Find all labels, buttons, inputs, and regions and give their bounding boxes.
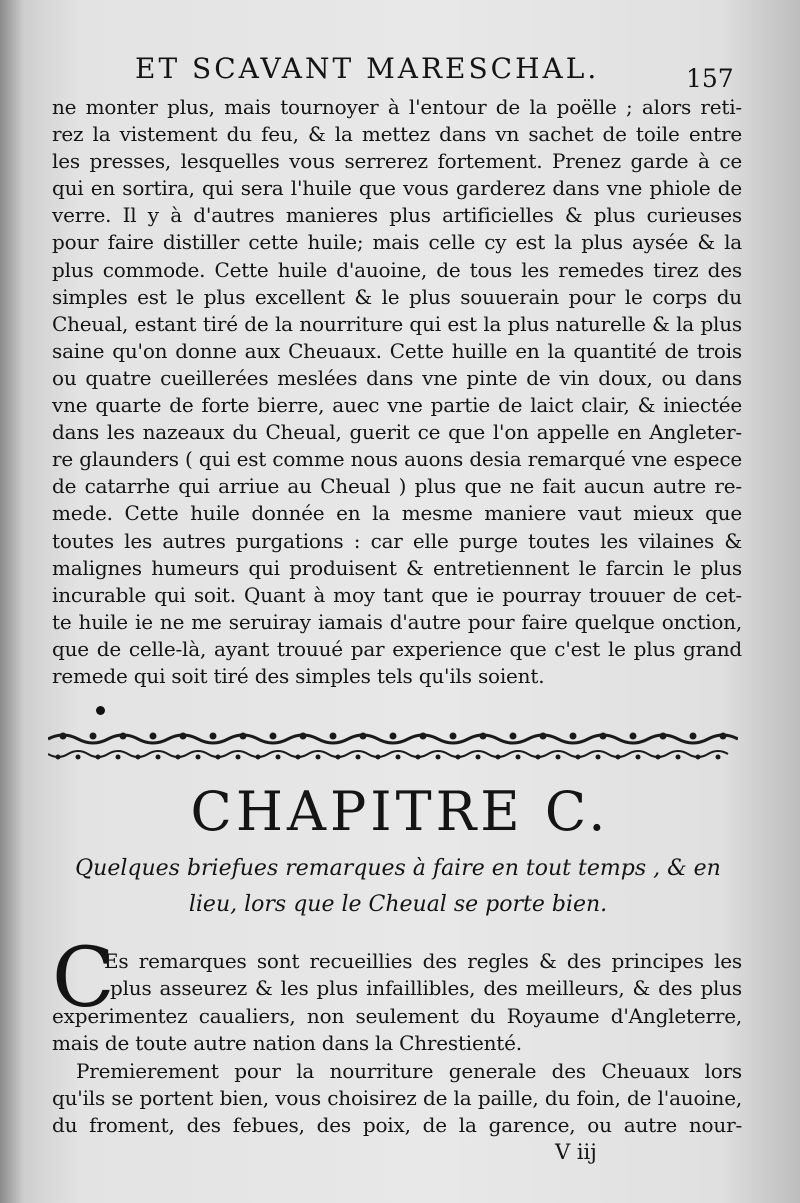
text-line: du froment, des febues, des poix, de la garence, ou autre nour- xyxy=(52,1113,742,1138)
text-line: ne monter plus, mais tournoyer à l'entour de la poëlle ; alors reti- xyxy=(52,95,742,119)
text-line: simples est le plus excellent & le plus souuerain pour le corps du xyxy=(52,284,742,309)
text-line: plus asseurez & les plus infaillibles, des meilleurs, & des plus xyxy=(110,976,742,1001)
text-line: dans les nazeaux du Cheual, guerit ce que l'on appelle en Angleter- xyxy=(52,420,742,445)
text-line: qu'ils se portent bien, vous choisirez de la paille, du foin, de l'auoine, xyxy=(52,1085,742,1110)
text-line: ou quatre cueillerées meslées dans vne pinte de vin doux, ou dans xyxy=(52,365,742,390)
chapter-subtitle-line: Quelques briefues remarques à faire en tout temps , & en xyxy=(75,856,721,881)
text-line: qui en sortira, qui sera l'huile que vous garderez dans vne phiole de xyxy=(52,176,742,201)
text-line: Es remarques sont recueillies des regles & des principes les xyxy=(104,949,742,973)
printers-ornament-band xyxy=(48,728,738,764)
signature-mark: V iij xyxy=(555,1140,597,1164)
chapter-body-text xyxy=(52,948,742,1140)
text-line: rez la vistement du feu, & la mettez dans vn sachet de toile entre xyxy=(52,122,742,147)
chapter-subtitle-line: lieu, lors que le Cheual se porte bien. xyxy=(188,892,608,917)
text-line: Premierement pour la nourriture generale des Cheuaux lors xyxy=(76,1058,742,1083)
running-head xyxy=(0,50,800,93)
text-line: mede. Cette huile donnée en la mesme maniere vaut mieux que xyxy=(52,501,742,526)
text-line: experimentez caualiers, non seulement du Royaume d'Angleterre, xyxy=(52,1003,742,1028)
text-line: vne quarte de forte bierre, auec vne partie de laict clair, & iniectée xyxy=(52,393,742,418)
text-line: mais de toute autre nation dans la Chrestienté. xyxy=(52,1031,522,1056)
text-line: incurable qui soit. Quant à moy tant que ie pourray trouuer de cet- xyxy=(52,582,742,607)
body-text xyxy=(52,94,742,690)
page-number: 157 xyxy=(686,64,734,93)
ink-dot xyxy=(96,706,105,715)
text-line: saine qu'on donne aux Cheuaux. Cette huille en la quantité de trois xyxy=(52,338,742,363)
text-line: pour faire distiller cette huile; mais celle cy est la plus aysée & la xyxy=(52,230,742,255)
text-line: les presses, lesquelles vous serrerez fortement. Prenez garde à ce xyxy=(52,149,742,174)
chapter-title: CHAPITRE C. xyxy=(190,780,610,843)
text-line: re glaunders ( qui est comme nous auons desia remarqué vne espece xyxy=(52,447,742,472)
text-line: remede qui soit tiré des simples tels qu'ils soient. xyxy=(52,663,545,688)
text-line: verre. Il y à d'autres manieres plus artificielles & plus curieuses xyxy=(52,203,742,228)
text-line: Cheual, estant tiré de la nourriture qui est la plus naturelle & la plus xyxy=(52,311,742,336)
text-line: toutes les autres purgations : car elle purge toutes les vilaines & xyxy=(52,528,742,553)
text-line: que de celle-là, ayant trouué par experience que c'est le plus grand xyxy=(52,636,742,661)
running-head-title: ET SCAVANT MARESCHAL. xyxy=(135,52,600,85)
text-line: de catarrhe qui arriue au Cheual ) plus que ne fait aucun autre re- xyxy=(52,474,742,499)
text-line: plus commode. Cette huile d'auoine, de tous les remedes tirez des xyxy=(52,257,742,282)
drop-cap: C xyxy=(52,931,115,1026)
text-line: malignes humeurs qui produisent & entretiennent le farcin le plus xyxy=(52,555,742,580)
text-line: te huile ie ne me seruiray iamais d'autre pour faire quelque onction, xyxy=(52,609,742,634)
